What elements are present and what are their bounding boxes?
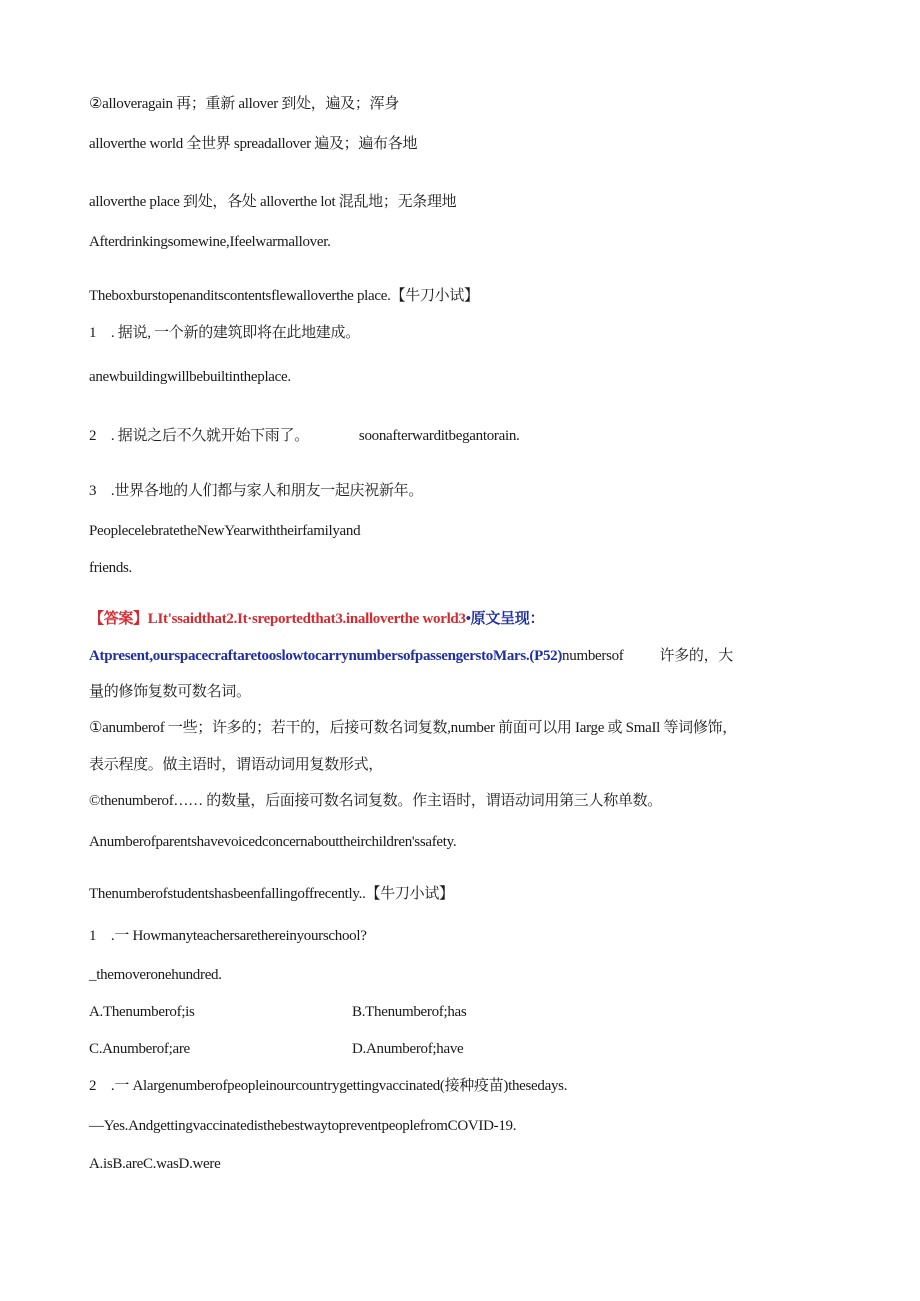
original-text-sentence: Atpresent,ourspacecraftaretooslowtocarrynumbersofpassengerstoMars.(P52): [89, 648, 563, 664]
answer-key: 【答案】LIt'ssaidthat2.It·sreportedthat3.inalloverthe world3: [89, 611, 466, 627]
question-2-reply: —Yes.AndgettingvaccinatedisthebestwaytopreventpeoplefromCOVID-19.: [89, 1118, 517, 1134]
exercise-3-answer-end: friends.: [89, 560, 133, 576]
original-text-label: •原文呈现：: [465, 611, 545, 627]
option-c: C.Anumberof;are: [89, 1041, 190, 1057]
phrase-meaning: 许多的，大: [659, 648, 734, 664]
line-allover-world: alloverthe world 全世界 spreadallover 遍及；遍布各地: [89, 136, 418, 152]
question-1-prompt: 1 .一 Howmanyteachersarethereinyourschool?: [89, 928, 367, 944]
question-2-prompt: 2 .一 Alargenumberofpeopleinourcountrygettingvaccinated(接种疫苗)thesedays.: [89, 1078, 568, 1094]
option-a: A.Thenumberof;is: [89, 1004, 195, 1020]
exercise-2-answer-line: soonafterwarditbegantorain.: [358, 428, 520, 444]
example-sentence-parents: Anumberofparentshavevoicedconcernabouttheirchildren'ssafety.: [89, 834, 457, 850]
exercise-1-answer-line: anewbuildingwillbebuiltintheplace.: [89, 369, 291, 385]
question-1-options-row2: [89, 1039, 464, 1059]
note-thenumberof: ©thenumberof…… 的数量，后面接可数名词复数。作主语时，谓语动词用第三人称单数。: [89, 793, 662, 809]
answer-key-line: [89, 609, 544, 629]
option-b: B.Thenumberof;has: [352, 1004, 467, 1020]
exercise-3-answer-line: PeoplecelebratetheNewYearwiththeirfamilyand: [89, 523, 361, 539]
exercise-2-prompt: 2 . 据说之后不久就开始下雨了。: [89, 428, 309, 444]
note-anumberof-cont: 表示程度。做主语时，谓语动词用复数形式，: [89, 757, 384, 773]
example-sentence-box: Theboxburstopenanditscontentsflewalloverthe place.【牛刀小试】: [89, 288, 479, 304]
question-1-blank: _themoveronehundred.: [89, 967, 222, 983]
question-2-options: A.isB.areC.wasD.were: [89, 1156, 221, 1172]
phrase-meaning-cont: 量的修饰复数可数名词。: [89, 684, 251, 700]
exercise-3-prompt: 3 .世界各地的人们都与家人和朋友一起庆祝新年。: [89, 483, 424, 499]
line-allover-again: ②alloveragain 再；重新 allover 到处，遍及；浑身: [89, 96, 399, 112]
option-d: D.Anumberof;have: [352, 1041, 464, 1057]
original-text-line: [89, 646, 733, 666]
exercise-2-line: [89, 426, 520, 446]
example-sentence-wine: Afterdrinkingsomewine,Ifeelwarmallover.: [89, 234, 331, 250]
exercise-1-prompt: 1 . 据说, 一个新的建筑即将在此地建成。: [89, 325, 360, 341]
note-anumberof: ①anumberof 一些；许多的；若干的，后接可数名词复数,number 前面可以用 Iarge 或 SmaIl 等词修饰，: [89, 720, 737, 736]
line-allover-place: alloverthe place 到处，各处 alloverthe lot 混乱地；无条理地: [89, 194, 457, 210]
example-sentence-students: Thenumberofstudentshasbeenfallingoffrecently..【牛刀小试】: [89, 886, 454, 902]
question-1-options-row1: [89, 1002, 467, 1022]
phrase-numbersof: numbersof: [562, 648, 624, 664]
